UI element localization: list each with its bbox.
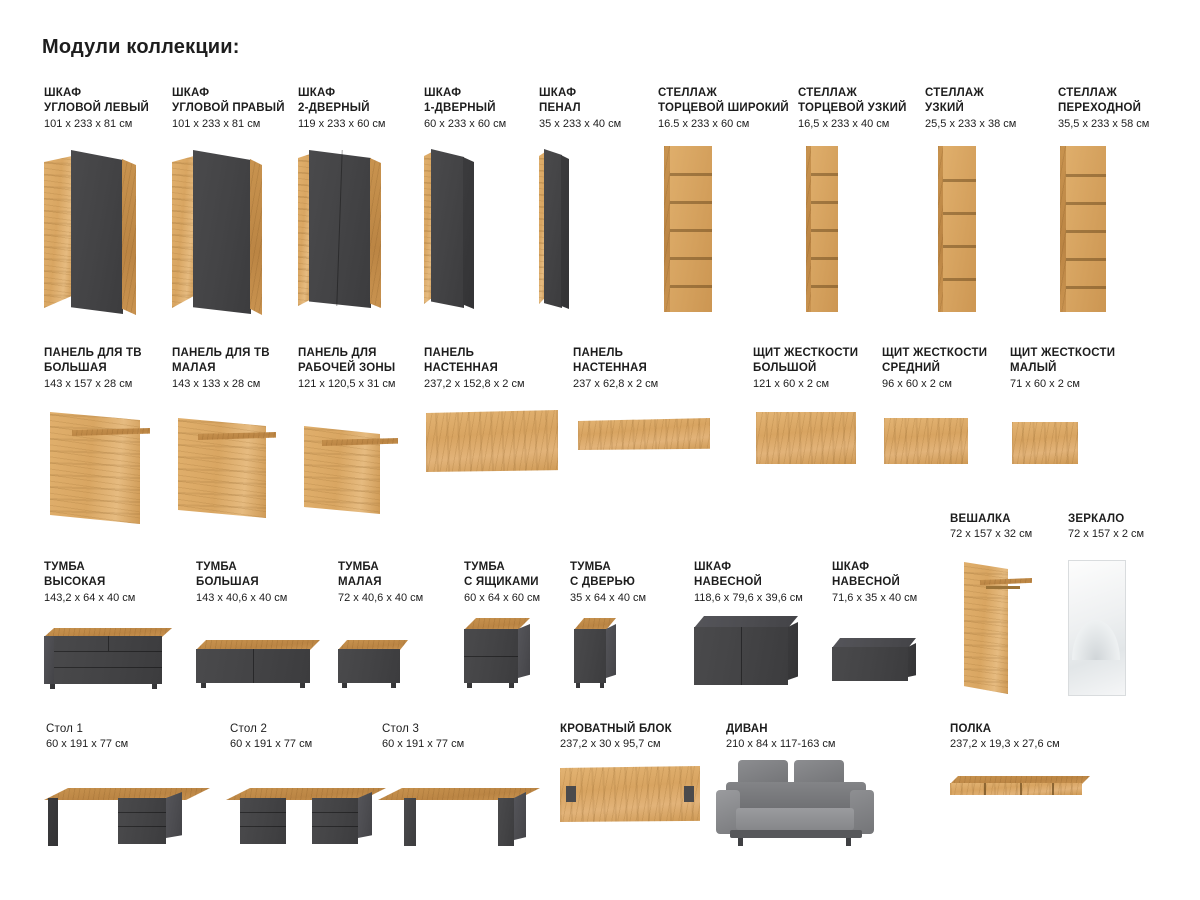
art-shelf-end-wide <box>664 146 712 312</box>
label-dim: 72 x 40,6 x 40 см <box>338 591 424 604</box>
label-dim: 60 x 191 x 77 см <box>46 738 129 751</box>
label-dim: 60 x 64 x 60 см <box>464 591 541 604</box>
label-dim: 237,2 x 152,8 x 2 см <box>424 377 525 390</box>
item-label-cabinet-high <box>44 560 135 605</box>
label-dim: 237 x 62,8 x 2 см <box>573 377 659 390</box>
label-dim: 16.5 x 233 x 60 см <box>658 117 750 130</box>
label-line1: ТУМБА <box>570 561 611 573</box>
item-label-wall-panel-large <box>424 346 525 391</box>
label-line1: ТУМБА <box>44 561 85 573</box>
label-dim: 35,5 x 233 x 58 см <box>1058 117 1150 130</box>
art-shelf-wall <box>950 770 1090 802</box>
art-shelf-transition <box>1060 146 1106 312</box>
item-label-rigidity-board-large <box>753 346 858 391</box>
label-dim: 143 x 157 x 28 см <box>44 377 133 390</box>
label-line1: ТУМБА <box>196 561 237 573</box>
item-label-rigidity-board-medium <box>882 346 987 391</box>
label-dim: 121 x 120,5 x 31 см <box>298 377 396 390</box>
label-line1: ТУМБА <box>338 561 379 573</box>
label-dim: 72 x 157 x 2 см <box>1068 528 1145 541</box>
item-label-cabinet-large <box>196 560 287 605</box>
label-line1: ШКАФ <box>172 87 210 99</box>
art-wall-cabinet-small <box>832 638 922 690</box>
label-line1: ЗЕРКАЛО <box>1068 513 1125 525</box>
art-wall-cabinet-large <box>694 616 806 688</box>
label-line1: ПОЛКА <box>950 723 992 735</box>
label-line2: УГЛОВОЙ ЛЕВЫЙ <box>44 102 149 115</box>
label-line2: 2-ДВЕРНЫЙ <box>298 102 370 115</box>
label-line2: УЗКИЙ <box>925 102 964 115</box>
item-label-tv-panel-large <box>44 346 142 391</box>
label-line1: СТЕЛЛАЖ <box>925 87 984 99</box>
page-title: Модули коллекции: <box>42 36 240 58</box>
label-line2: СРЕДНИЙ <box>882 362 941 375</box>
art-shelf-end-narrow <box>806 146 838 312</box>
label-dim: 72 x 157 x 32 см <box>950 528 1033 541</box>
label-line1: ЩИТ ЖЕСТКОСТИ <box>1010 347 1116 359</box>
art-work-zone-panel <box>298 404 408 528</box>
art-rigidity-board-large <box>756 412 856 464</box>
art-table-2 <box>226 768 396 848</box>
item-label-table-3 <box>382 722 464 752</box>
item-label-wardrobe-penal <box>539 86 621 131</box>
label-dim: 101 x 233 x 81 см <box>44 117 133 130</box>
art-wardrobe-2door <box>298 146 382 310</box>
label-line1: ШКАФ <box>539 87 577 99</box>
label-dim: 118,6 x 79,6 x 39,6 см <box>694 591 803 604</box>
art-mirror <box>1062 556 1136 696</box>
item-label-cabinet-door <box>570 560 646 605</box>
item-label-work-zone-panel <box>298 346 395 391</box>
label-line1: ПАНЕЛЬ <box>424 347 475 359</box>
label-line1: ТУМБА <box>464 561 505 573</box>
label-line1: ШКАФ <box>424 87 462 99</box>
art-tv-panel-small <box>172 404 282 528</box>
label-dim: 101 x 233 x 81 см <box>172 117 261 130</box>
label-line1: ШКАФ <box>832 561 870 573</box>
label-line1: ЩИТ ЖЕСТКОСТИ <box>882 347 988 359</box>
art-cabinet-door <box>574 618 624 692</box>
label-dim: 237,2 x 19,3 x 27,6 см <box>950 738 1060 751</box>
label-line2: МАЛЫЙ <box>1010 362 1057 375</box>
label-line2: ВЫСОКАЯ <box>44 576 106 589</box>
label-line2: ПЕРЕХОДНОЙ <box>1058 102 1142 115</box>
label-dim: 25,5 x 233 x 38 см <box>925 117 1017 130</box>
art-wardrobe-penal <box>539 146 573 310</box>
label-dim: 16,5 x 233 x 40 см <box>798 117 890 130</box>
art-wall-panel-large <box>426 410 558 472</box>
art-rigidity-board-small <box>1012 422 1078 464</box>
art-cabinet-high <box>44 620 176 690</box>
item-label-shelf-narrow <box>925 86 1016 131</box>
label-line2: МАЛАЯ <box>338 576 382 589</box>
label-line2: НАСТЕННАЯ <box>424 362 499 375</box>
label-line2: ПЕНАЛ <box>539 102 581 115</box>
label-dim: 35 x 233 x 40 см <box>539 117 622 130</box>
art-wardrobe-corner-left <box>44 146 136 316</box>
item-label-bed-block <box>560 722 672 752</box>
label-line1: СТЕЛЛАЖ <box>798 87 857 99</box>
item-label-mirror <box>1068 512 1144 542</box>
item-label-wardrobe-corner-right <box>172 86 285 131</box>
label-line2: БОЛЬШАЯ <box>196 576 259 589</box>
art-table-3 <box>378 768 548 848</box>
art-wardrobe-corner-right <box>172 146 264 316</box>
item-label-wardrobe-2door <box>298 86 385 131</box>
label-line1: ШКАФ <box>44 87 82 99</box>
item-label-shelf-wall <box>950 722 1060 752</box>
item-label-wardrobe-1door <box>424 86 506 131</box>
item-label-shelf-transition <box>1058 86 1149 131</box>
label-line1: ЩИТ ЖЕСТКОСТИ <box>753 347 859 359</box>
art-sofa <box>716 760 876 850</box>
art-bed-block <box>560 766 700 822</box>
item-label-sofa <box>726 722 835 752</box>
item-label-rigidity-board-small <box>1010 346 1115 391</box>
label-line1: ПАНЕЛЬ <box>573 347 624 359</box>
label-line2: НАСТЕННАЯ <box>573 362 648 375</box>
label-line1: ПАНЕЛЬ ДЛЯ <box>298 347 377 359</box>
item-label-table-2 <box>230 722 312 752</box>
art-table-1 <box>44 768 214 848</box>
item-label-wall-panel-small <box>573 346 658 391</box>
item-label-wall-cabinet-large <box>694 560 803 605</box>
art-rigidity-board-medium <box>884 418 968 464</box>
label-dim: 210 x 84 x 117-163 см <box>726 738 836 751</box>
label-line1: Стол 1 <box>46 723 84 735</box>
item-label-wardrobe-corner-left <box>44 86 149 131</box>
label-dim: 96 x 60 x 2 см <box>882 377 952 390</box>
label-dim: 71,6 x 35 x 40 см <box>832 591 918 604</box>
label-line1: СТЕЛЛАЖ <box>1058 87 1117 99</box>
art-shelf-narrow <box>938 146 976 312</box>
label-dim: 237,2 x 30 x 95,7 см <box>560 738 661 751</box>
label-line1: ВЕШАЛКА <box>950 513 1011 525</box>
label-dim: 143,2 x 64 x 40 см <box>44 591 136 604</box>
label-dim: 35 x 64 x 40 см <box>570 591 647 604</box>
label-line1: КРОВАТНЫЙ БЛОК <box>560 723 672 735</box>
art-hanger <box>950 556 1036 696</box>
item-label-hanger <box>950 512 1032 542</box>
item-label-tv-panel-small <box>172 346 270 391</box>
label-line2: МАЛАЯ <box>172 362 216 375</box>
art-cabinet-small <box>338 640 412 692</box>
item-label-table-1 <box>46 722 128 752</box>
label-line2: БОЛЬШОЙ <box>753 362 817 375</box>
label-dim: 121 x 60 x 2 см <box>753 377 830 390</box>
label-line2: РАБОЧЕЙ ЗОНЫ <box>298 362 396 375</box>
label-line1: ПАНЕЛЬ ДЛЯ ТВ <box>44 347 142 359</box>
art-wall-panel-small <box>578 418 710 450</box>
art-cabinet-large <box>196 640 322 692</box>
art-wardrobe-1door <box>424 146 476 310</box>
label-line1: ШКАФ <box>694 561 732 573</box>
label-line2: ТОРЦЕВОЙ УЗКИЙ <box>798 102 907 115</box>
label-line1: Стол 3 <box>382 723 420 735</box>
label-dim: 60 x 233 x 60 см <box>424 117 507 130</box>
label-line2: С ДВЕРЬЮ <box>570 576 636 589</box>
label-dim: 119 x 233 x 60 см <box>298 117 386 130</box>
item-label-shelf-end-wide <box>658 86 789 131</box>
label-line2: ТОРЦЕВОЙ ШИРОКИЙ <box>658 102 789 115</box>
art-tv-panel-large <box>44 404 154 528</box>
item-label-cabinet-small <box>338 560 423 605</box>
label-line1: Стол 2 <box>230 723 268 735</box>
label-line2: НАВЕСНОЙ <box>832 576 901 589</box>
item-label-wall-cabinet-small <box>832 560 917 605</box>
label-line1: ДИВАН <box>726 723 768 735</box>
label-line1: ПАНЕЛЬ ДЛЯ ТВ <box>172 347 270 359</box>
label-dim: 143 x 40,6 x 40 см <box>196 591 288 604</box>
label-line2: УГЛОВОЙ ПРАВЫЙ <box>172 102 285 115</box>
item-label-shelf-end-narrow <box>798 86 907 131</box>
label-dim: 60 x 191 x 77 см <box>382 738 465 751</box>
art-cabinet-drawers <box>464 618 538 692</box>
label-line2: НАВЕСНОЙ <box>694 576 763 589</box>
item-label-cabinet-drawers <box>464 560 540 605</box>
label-line1: СТЕЛЛАЖ <box>658 87 717 99</box>
label-dim: 143 x 133 x 28 см <box>172 377 261 390</box>
label-line2: С ЯЩИКАМИ <box>464 576 539 589</box>
label-line2: БОЛЬШАЯ <box>44 362 107 375</box>
label-dim: 60 x 191 x 77 см <box>230 738 313 751</box>
label-line1: ШКАФ <box>298 87 336 99</box>
label-line2: 1-ДВЕРНЫЙ <box>424 102 496 115</box>
label-dim: 71 x 60 x 2 см <box>1010 377 1080 390</box>
